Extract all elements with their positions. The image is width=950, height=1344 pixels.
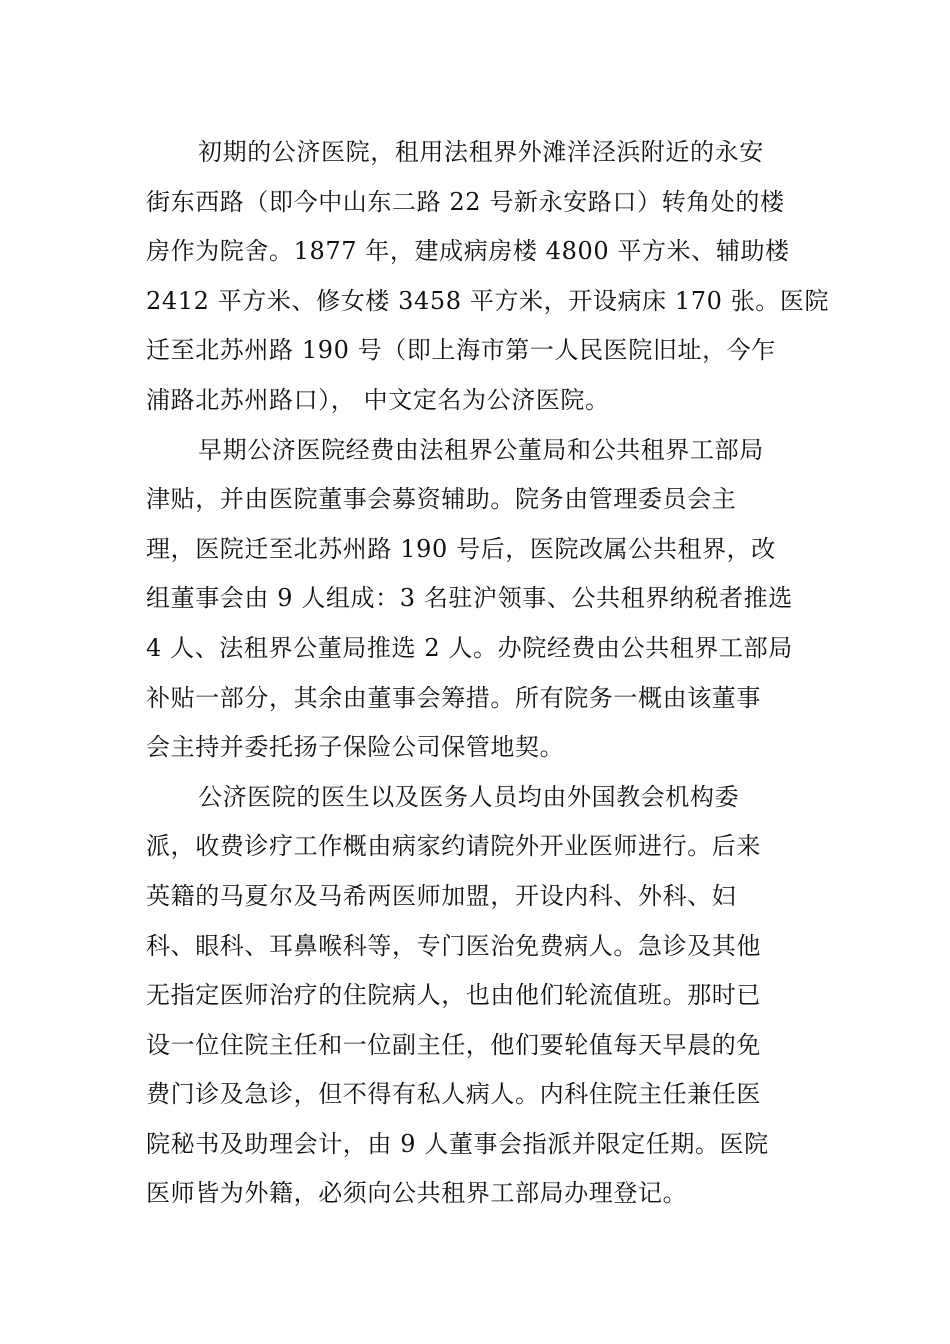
paragraph-line: 科、眼科、耳鼻喉科等，专门医治免费病人。急诊及其他 [146, 931, 761, 960]
paragraph-line: 无指定医师治疗的住院病人，也由他们轮流值班。那时已 [146, 981, 761, 1010]
paragraph-2 [146, 426, 806, 773]
document-body [146, 128, 830, 1219]
paragraph-line: 4 人、法租界公董局推选 2 人。办院经费由公共租界工部局 [146, 633, 793, 662]
paragraph-line: 设一位住院主任和一位副主任，他们要轮值每天早晨的免 [146, 1030, 761, 1059]
paragraph-line: 街东西路（即今中山东二路 22 号新永安路口）转角处的楼 [146, 187, 785, 216]
paragraph-line: 公济医院的医生以及医务人员均由外国教会机构委 [198, 782, 740, 811]
paragraph-line: 津贴，并由医院董事会募资辅助。院务由管理委员会主 [146, 485, 737, 514]
paragraph-line: 费门诊及急诊，但不得有私人病人。内科住院主任兼任医 [146, 1080, 761, 1109]
paragraph-line: 补贴一部分，其余由董事会筹措。所有院务一概由该董事 [146, 683, 761, 712]
paragraph-line: 初期的公济医院，租用法租界外滩洋泾浜附近的永安 [198, 138, 764, 166]
paragraph-line: 会主持并委托扬子保险公司保管地契。 [146, 733, 565, 762]
paragraph-line: 浦路北苏州路口）， 中文定名为公济医院。 [146, 385, 610, 414]
paragraph-line: 医师皆为外籍，必须向公共租界工部局办理登记。 [146, 1179, 688, 1208]
paragraph-line: 2412 平方米、修女楼 3458 平方米，开设病床 170 张。医院 [146, 286, 830, 315]
paragraph-line: 迁至北苏州路 190 号（即上海市第一人民医院旧址，今乍 [146, 336, 776, 365]
paragraph-line: 派，收费诊疗工作概由病家约请院外开业医师进行。后来 [146, 832, 761, 861]
paragraph-line: 理，医院迁至北苏州路 190 号后，医院改属公共租界，改 [146, 534, 776, 563]
paragraph-line: 英籍的马夏尔及马希两医师加盟，开设内科、外科、妇 [146, 881, 737, 910]
paragraph-line: 院秘书及助理会计，由 9 人董事会指派并限定任期。医院 [146, 1129, 769, 1158]
paragraph-1 [146, 128, 830, 426]
paragraph-line: 组董事会由 9 人组成：3 名驻沪领事、公共租界纳税者推选 [146, 584, 793, 613]
paragraph-line: 房作为院舍。1877 年，建成病房楼 4800 平方米、辅助楼 [146, 237, 790, 266]
paragraph-3 [146, 773, 806, 1219]
paragraph-line: 早期公济医院经费由法租界公董局和公共租界工部局 [198, 435, 764, 464]
